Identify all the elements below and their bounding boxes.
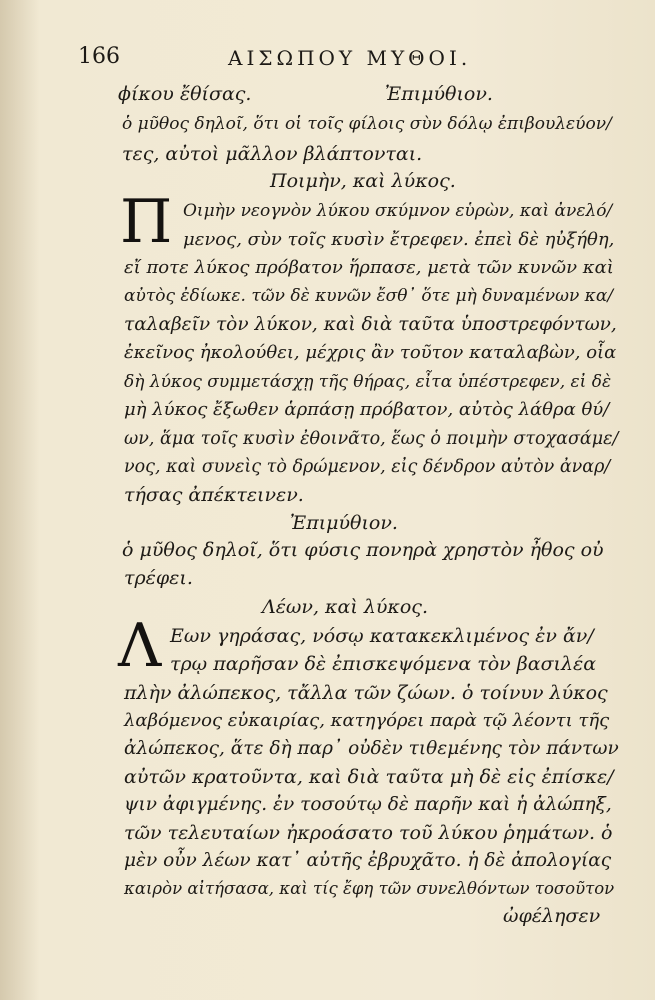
text-line: ταλαβεῖν τὸν λύκον, καὶ διὰ ταῦτα ὑποστρεφόντων, [124, 314, 617, 335]
text-line: εἴ ποτε λύκος πρόβατον ἥρπασε, μετὰ τῶν κυνῶν καὶ [124, 257, 614, 278]
fable-title: Ποιμὴν, καὶ λύκος. [270, 170, 456, 192]
text-line: αὐτῶν κρατοῦντα, καὶ διὰ ταῦτα μὴ δὲ εἰς ἐπίσκε/ [124, 766, 614, 788]
text-line: νος, καὶ συνεὶς τὸ δρώμενον, εἰς δένδρον αὐτὸν ἀναρ/ [124, 457, 611, 477]
text-line: δὴ λύκος συμμετάσχῃ τῆς θήρας, εἶτα ὑπέστρεφεν, εἰ δὲ [124, 372, 612, 392]
page-number: 166 [78, 44, 120, 69]
text-line: μενος, σὺν τοῖς κυσὶν ἔτρεφεν. ἐπεὶ δὲ ηὐξήθη, [183, 229, 615, 250]
text-line: ἐκεῖνος ἠκολούθει, μέχρις ἂν τοῦτον καταλαβὼν, οἷα [124, 342, 617, 363]
text-line: Οιμὴν νεογνὸν λύκου σκύμνον εὑρὼν, καὶ ἀνελό/ [183, 201, 613, 221]
text-line: τῶν τελευταίων ἠκροάσατο τοῦ λύκου ῥημάτων. ὁ [124, 822, 613, 844]
text-line: μὲν οὖν λέων κατ᾽ αὐτῆς ἐβρυχᾶτο. ἡ δὲ ἀπολογίας [124, 850, 612, 871]
text-line: λαβόμενος εὐκαιρίας, κατηγόρει παρὰ τῷ λέοντι τῆς [124, 710, 610, 731]
text-line: ϕίκου ἔθίσας. [118, 83, 252, 105]
text-line: τήσας ἀπέκτεινεν. [124, 484, 304, 506]
text-line: ὁ μῦθος δηλοῖ, ὅτι οἱ τοῖς φίλοις σὺν δόλῳ ἐπιβουλεύον/ [122, 114, 612, 134]
text-line: ψιν ἀφιγμένης. ἐν τοσούτῳ δὲ παρῆν καὶ ἡ ἀλώπηξ, [124, 794, 612, 815]
epimythion-label: Ἐπιμύθιον. [385, 83, 493, 105]
text-line: τες, αὐτοὶ μᾶλλον βλάπτονται. [122, 143, 423, 165]
moral-line: τρέφει. [124, 567, 193, 589]
text-line: καιρὸν αἰτήσασα, καὶ τίς ἔφη τῶν συνελθόντων τοσοῦτον [124, 879, 615, 898]
text-line: Εων γηράσας, νόσῳ κατακεκλιμένος ἐν ἄν/ [170, 625, 594, 647]
text-line: ων, ἅμα τοῖς κυσὶν ἐθοινᾶτο, ἕως ὁ ποιμὴν στοχασάμε/ [124, 429, 619, 449]
text-line: πλὴν ἀλώπεκος, τἄλλα τῶν ζώων. ὁ τοίνυν λύκος [124, 682, 608, 704]
drop-cap: Λ [118, 611, 162, 681]
text-line: τρῳ παρῆσαν δὲ ἐπισκεψόμενα τὸν βασιλέα [170, 653, 597, 675]
fable-title: Λέων, καὶ λύκος. [262, 596, 428, 618]
text-line: ἀλώπεκος, ἅτε δὴ παρ᾽ οὐδὲν τιθεμένης τὸν πάντων [124, 738, 619, 759]
epimythion-label: Ἐπιμύθιον. [290, 512, 398, 534]
text-line: μὴ λύκος ἔξωθεν ἁρπάσῃ πρόβατον, αὐτὸς λάθρα θύ/ [124, 399, 610, 420]
text-line: αὐτὸς ἐδίωκε. τῶν δὲ κυνῶν ἔσθ᾽ ὅτε μὴ δυναμένων κα/ [124, 286, 614, 306]
gutter-shadow [0, 0, 40, 1000]
catchword: ὠφέλησεν [503, 905, 601, 927]
page-header [78, 44, 578, 74]
drop-cap: Π [120, 187, 173, 257]
running-title: ΑΙΣΩΠΟΥ ΜΥΘΟΙ. [228, 46, 472, 70]
moral-line: ὁ μῦθος δηλοῖ, ὅτι φύσις πονηρὰ χρηστὸν ἦθος οὐ [122, 539, 604, 561]
